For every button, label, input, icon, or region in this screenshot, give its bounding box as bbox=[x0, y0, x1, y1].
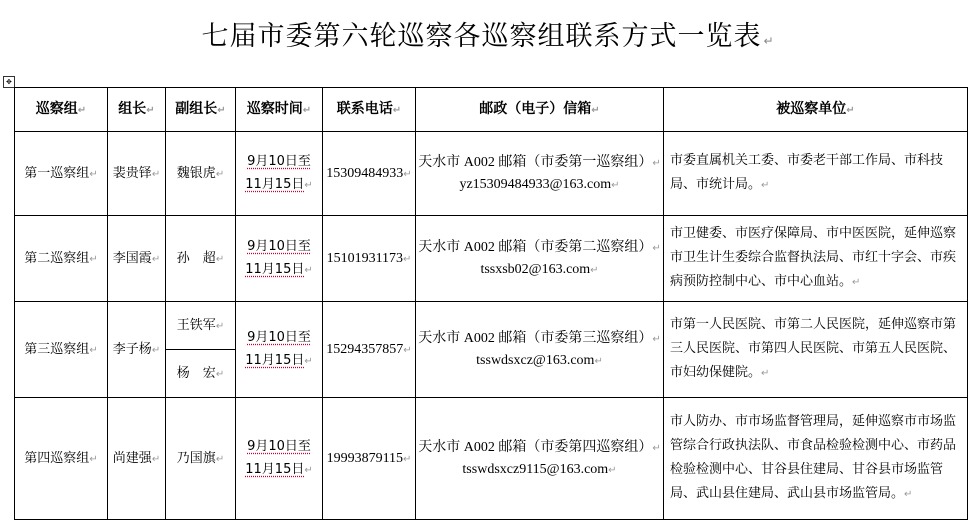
table-row bbox=[15, 302, 968, 350]
cell-units: 市委直属机关工委、市委老干部工作局、市科技局、市统计局。↵ bbox=[664, 132, 968, 216]
cell-mailbox: 天水市 A002 邮箱（市委第四巡察组）↵ tsswdsxcz9115@163.com↵ bbox=[416, 398, 664, 520]
cell-deputy: 孙 超↵ bbox=[166, 216, 236, 302]
cell-mailbox: 天水市 A002 邮箱（市委第一巡察组）↵ yz15309484933@163.com↵ bbox=[416, 132, 664, 216]
cell-units: 市第一人民医院、市第二人民医院，延伸巡察市第三人民医院、市第四人民医院、市第五人民医院、市妇幼保健院。↵ bbox=[664, 302, 968, 398]
paragraph-mark-icon: ↵ bbox=[763, 34, 775, 48]
cell-leader: 尚建强↵ bbox=[108, 398, 166, 520]
cell-deputy: 王铁军↵ bbox=[166, 302, 236, 350]
cell-group: 第三巡察组↵ bbox=[15, 302, 108, 398]
page-title: 七届市委第六轮巡察各巡察组联系方式一览表 ↵ bbox=[201, 21, 775, 52]
cell-leader: 李国霞↵ bbox=[108, 216, 166, 302]
cell-units: 市卫健委、市医疗保障局、市中医医院，延伸巡察市卫生计生委综合监督执法局、市红十字会、市疾病预防控制中心、市中心血站。↵ bbox=[664, 216, 968, 302]
cell-time: 9月10日至 11月15日↵ bbox=[236, 132, 323, 216]
table-row bbox=[15, 216, 968, 302]
table-header-row bbox=[15, 88, 968, 132]
table-move-handle-icon[interactable]: ✥ bbox=[3, 76, 15, 88]
cell-phone: 19993879115↵ bbox=[323, 398, 416, 520]
cell-group: 第四巡察组↵ bbox=[15, 398, 108, 520]
header-mailbox: 邮政（电子）信箱↵ bbox=[416, 88, 664, 132]
header-deputy: 副组长↵ bbox=[166, 88, 236, 132]
header-phone: 联系电话↵ bbox=[323, 88, 416, 132]
cell-leader: 李子杨↵ bbox=[108, 302, 166, 398]
contact-table bbox=[14, 87, 968, 520]
cell-deputy: 乃国旗↵ bbox=[166, 398, 236, 520]
cell-mailbox: 天水市 A002 邮箱（市委第三巡察组）↵ tsswdsxcz@163.com↵ bbox=[416, 302, 664, 398]
cell-deputy: 魏银虎↵ bbox=[166, 132, 236, 216]
cell-group: 第二巡察组↵ bbox=[15, 216, 108, 302]
cell-group: 第一巡察组↵ bbox=[15, 132, 108, 216]
table-row bbox=[15, 398, 968, 520]
header-time: 巡察时间↵ bbox=[236, 88, 323, 132]
cell-mailbox: 天水市 A002 邮箱（市委第二巡察组）↵ tssxsb02@163.com↵ bbox=[416, 216, 664, 302]
cell-time: 9月10日至 11月15日↵ bbox=[236, 216, 323, 302]
table-row bbox=[15, 132, 968, 216]
cell-leader: 裴贵铎↵ bbox=[108, 132, 166, 216]
cell-phone: 15101931173↵ bbox=[323, 216, 416, 302]
header-group: 巡察组↵ bbox=[15, 88, 108, 132]
cell-time: 9月10日至 11月15日↵ bbox=[236, 302, 323, 398]
cell-deputy-2: 杨 宏↵ bbox=[166, 350, 236, 398]
cell-phone: 15294357857↵ bbox=[323, 302, 416, 398]
cell-phone: 15309484933↵ bbox=[323, 132, 416, 216]
cell-units: 市人防办、市市场监督管理局，延伸巡察市市场监管综合行政执法队、市食品检验检测中心、市药品检验检测中心、甘谷县住建局、甘谷县市场监管局、武山县住建局、武山县市场监管局。↵ bbox=[664, 398, 968, 520]
cell-time: 9月10日至 11月15日↵ bbox=[236, 398, 323, 520]
header-units: 被巡察单位↵ bbox=[664, 88, 968, 132]
header-leader: 组长↵ bbox=[108, 88, 166, 132]
